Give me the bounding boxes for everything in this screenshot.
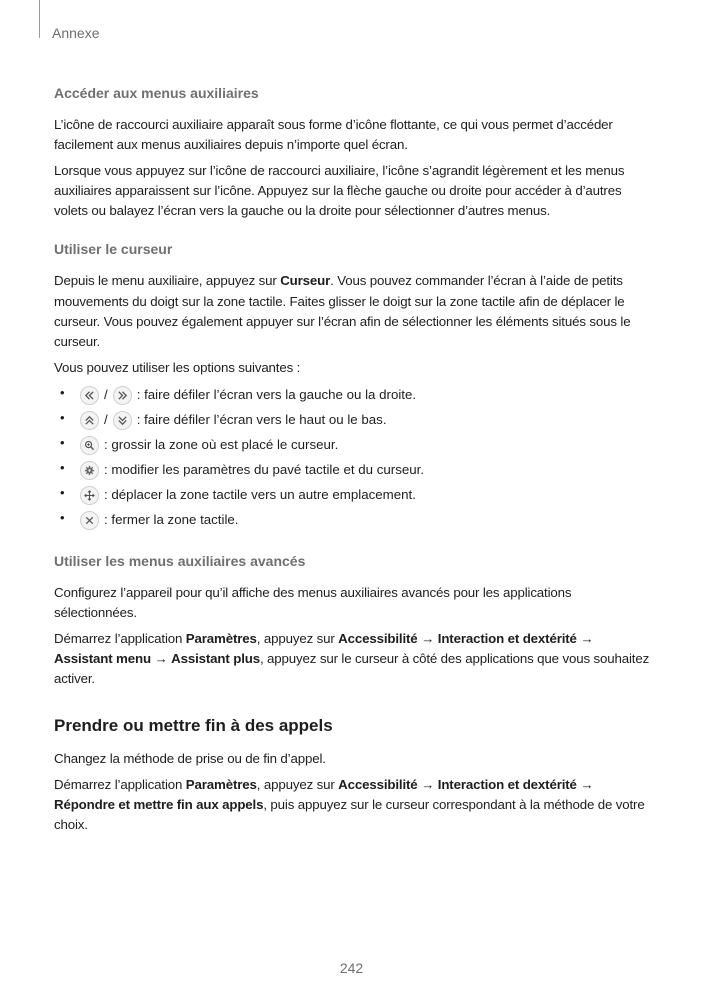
term-accessibilite: Accessibilité bbox=[338, 776, 418, 792]
cursor-options-list bbox=[54, 383, 654, 533]
option-text: : grossir la zone où est placé le curseur. bbox=[104, 437, 339, 453]
option-text: : déplacer la zone tactile vers un autre emplacement. bbox=[104, 487, 416, 503]
double-chevron-down-icon bbox=[113, 411, 132, 430]
option-scroll-vertical bbox=[54, 408, 654, 433]
option-text: : fermer la zone tactile. bbox=[104, 512, 239, 528]
cursor-term: Curseur bbox=[280, 273, 331, 289]
bullet: • bbox=[60, 409, 65, 425]
aux-menus-paragraph-1: L’icône de raccourci auxiliaire apparaît sous forme d’icône flottante, ce qui vous permet d’accéder facilement aux menus auxiliaires depuis n’importe quel écran. bbox=[54, 117, 613, 153]
option-magnify bbox=[54, 433, 654, 458]
term-assistant-menu: Assistant menu bbox=[54, 650, 151, 666]
bullet: • bbox=[60, 384, 65, 400]
aux-menus-paragraph-2: Lorsque vous appuyez sur l’icône de raccourci auxiliaire, l’icône s’agrandit légèrement et les menus auxiliaires apparaissent sur l’icône. Appuyez sur la flèche gauche ou droite pour accéder à d’autres volets ou balayez l’écran vers la gauche ou la droite pour sélectionner d’autres menus. bbox=[54, 162, 625, 219]
option-text: : modifier les paramètres du pavé tactile et du curseur. bbox=[104, 462, 425, 478]
cursor-paragraph-2: Vous pouvez utiliser les options suivantes : bbox=[54, 359, 301, 375]
gear-icon bbox=[80, 461, 99, 480]
advanced-paragraph-1: Configurez l’appareil pour qu’il affiche des menus auxiliaires avancés pour les applications sélectionnées. bbox=[54, 584, 572, 621]
option-text: : faire défiler l’écran vers la gauche ou la droite. bbox=[136, 387, 417, 403]
heading-calls: Prendre ou mettre fin à des appels bbox=[54, 716, 333, 736]
calls-paragraph-1: Changez la méthode de prise ou de fin d’appel. bbox=[54, 751, 326, 767]
advanced-paragraph-2: Démarrez l’application Paramètres, appuyez sur Accessibilité → Interaction et dextérité → Assistant menu → Assistant plus, appuyez sur le curseur à côté des applications que vous souhaitez activer. bbox=[54, 630, 650, 687]
bullet: • bbox=[60, 484, 65, 500]
bullet: • bbox=[60, 434, 65, 450]
move-arrows-icon bbox=[80, 486, 99, 505]
bullet: • bbox=[60, 509, 65, 525]
double-chevron-up-icon bbox=[80, 411, 99, 430]
term-parametres: Paramètres bbox=[185, 776, 257, 792]
bullet: • bbox=[60, 459, 65, 475]
section-header: Annexe bbox=[52, 25, 100, 41]
page-content bbox=[54, 83, 654, 841]
term-parametres: Paramètres bbox=[185, 630, 257, 646]
slash-separator: / bbox=[104, 387, 108, 403]
option-settings bbox=[54, 458, 654, 483]
option-close bbox=[54, 508, 654, 533]
option-scroll-horizontal bbox=[54, 383, 654, 408]
calls-paragraph-2: Démarrez l’application Paramètres, appuyez sur Accessibilité → Interaction et dextérité → Répondre et mettre fin aux appels, puis appuyez sur le curseur correspondant à la méthode de votre choix. bbox=[54, 776, 645, 833]
heading-cursor: Utiliser le curseur bbox=[54, 241, 173, 258]
double-chevron-right-icon bbox=[113, 386, 132, 405]
term-accessibilite: Accessibilité bbox=[338, 630, 418, 646]
magnifier-icon bbox=[80, 436, 99, 455]
term-interaction-dexterite: Interaction et dextérité bbox=[437, 630, 577, 646]
side-rule bbox=[39, 0, 40, 38]
heading-aux-menus: Accéder aux menus auxiliaires bbox=[54, 85, 259, 101]
slash-separator: / bbox=[104, 412, 108, 428]
term-interaction-dexterite: Interaction et dextérité bbox=[437, 776, 577, 792]
close-icon bbox=[80, 511, 99, 530]
page-number: 242 bbox=[339, 960, 364, 976]
term-answer-end-calls: Répondre et mettre fin aux appels bbox=[54, 797, 264, 813]
cursor-paragraph-1: Depuis le menu auxiliaire, appuyez sur Curseur. Vous pouvez commander l’écran à l’aide de petits mouvements du doigt sur la zone tactile. Faites glisser le doigt sur la zone tactile afin de déplacer le curseur. Vous pouvez également appuyer sur l’écran afin de sélectionner les éléments situés sous le curseur. bbox=[54, 273, 631, 350]
option-move bbox=[54, 483, 654, 508]
double-chevron-left-icon bbox=[80, 386, 99, 405]
term-assistant-plus: Assistant plus bbox=[171, 650, 260, 666]
heading-advanced-menus: Utiliser les menus auxiliaires avancés bbox=[54, 552, 306, 569]
option-text: : faire défiler l’écran vers le haut ou le bas. bbox=[136, 412, 387, 428]
